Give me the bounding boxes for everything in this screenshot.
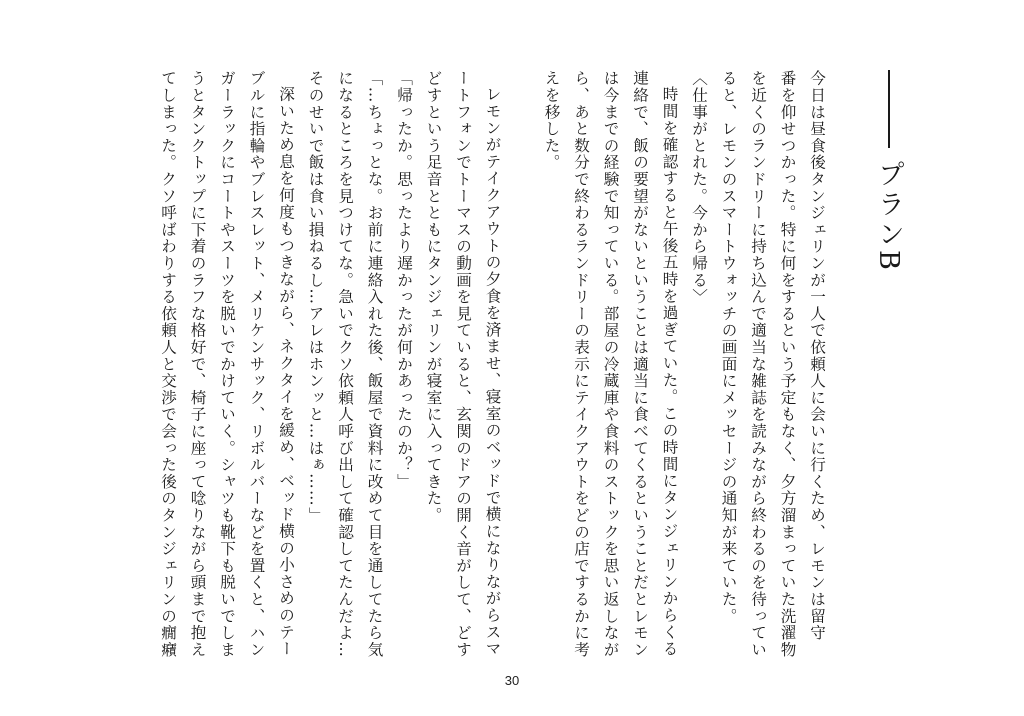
text-line: そのせいで飯は食い損ねるし…アレはホンッと…はぁ……」 — [306, 70, 325, 524]
body-text — [124, 70, 831, 662]
text-line: ると、レモンのスマートウォッチの画面にメッセージの通知が来ていた。 — [719, 70, 738, 625]
text-line: 「帰ったか。思ったより遅かったが何かあったのか？」 — [395, 70, 413, 490]
text-line: 深いため息を何度もつきながら、ネクタイを緩め、ベッド横の小さめのテー — [277, 85, 295, 657]
text-line: になるところを見つけてな。急いでクソ依頼人呼び出して確認してたんだよ… — [336, 70, 354, 658]
text-line: レモンがテイクアウトの夕食を済ませ、寝室のベッドで横になりながらスマ — [483, 85, 502, 657]
page-number: 30 — [504, 673, 520, 688]
text-line: は今までの経験で知っている。部屋の冷蔵庫や食料のストックを思い返しなが — [601, 70, 620, 658]
text-line: えを移した。 — [542, 70, 561, 171]
chapter-title-rule — [888, 70, 890, 148]
text-line: ら、あと数分で終わるランドリーの表示にテイクアウトをどの店でするかに考 — [572, 70, 590, 658]
section-break — [507, 70, 537, 662]
text-line: 今日は昼食後タンジェリンが一人で依頼人に会いに行くため、レモンは留守 — [808, 70, 826, 642]
text-line: を近くのランドリーに持ち込んで適当な雑誌を読みながら終わるのを待ってい — [749, 70, 767, 658]
text-line: どすという足音とともにタンジェリンが寝室に入ってきた。 — [424, 70, 443, 524]
text-line: 時間を確認すると午後五時を過ぎていた。この時間にタンジェリンからくる — [660, 85, 679, 657]
text-line: てしまった。クソ呼ばわりする依頼人と交渉で会った後のタンジェリンの癇癪 — [159, 70, 177, 658]
text-line: ブルに指輪やブレスレット、メリケンサック、リボルバーなどを置くと、ハン — [247, 70, 266, 658]
text-line: 「…ちょっとな。お前に連絡入れた後、飯屋で資料に改めて目を通してたら気 — [365, 70, 384, 658]
chapter-title: プランB — [873, 160, 904, 273]
text-line: 〈仕事がとれた。今から帰る〉 — [690, 70, 708, 306]
text-line: 連絡で、飯の要望がないということは適当に食べてくるということだとレモン — [631, 70, 649, 658]
text-line: ガーラックにコートやスーツを脱いでかけていく。シャツも靴下も脱いでしま — [218, 70, 236, 658]
text-line: 番を仰せつかった。特に何をするという予定もなく、夕方溜まっていた洗濯物 — [778, 70, 797, 658]
text-line: ートフォンでトーマスの動画を見ていると、玄関のドアの開く音がして、どす — [454, 70, 472, 658]
text-line: うとタンクトップに下着のラフな格好で、椅子に座って唸りながら頭まで抱え — [188, 70, 207, 658]
